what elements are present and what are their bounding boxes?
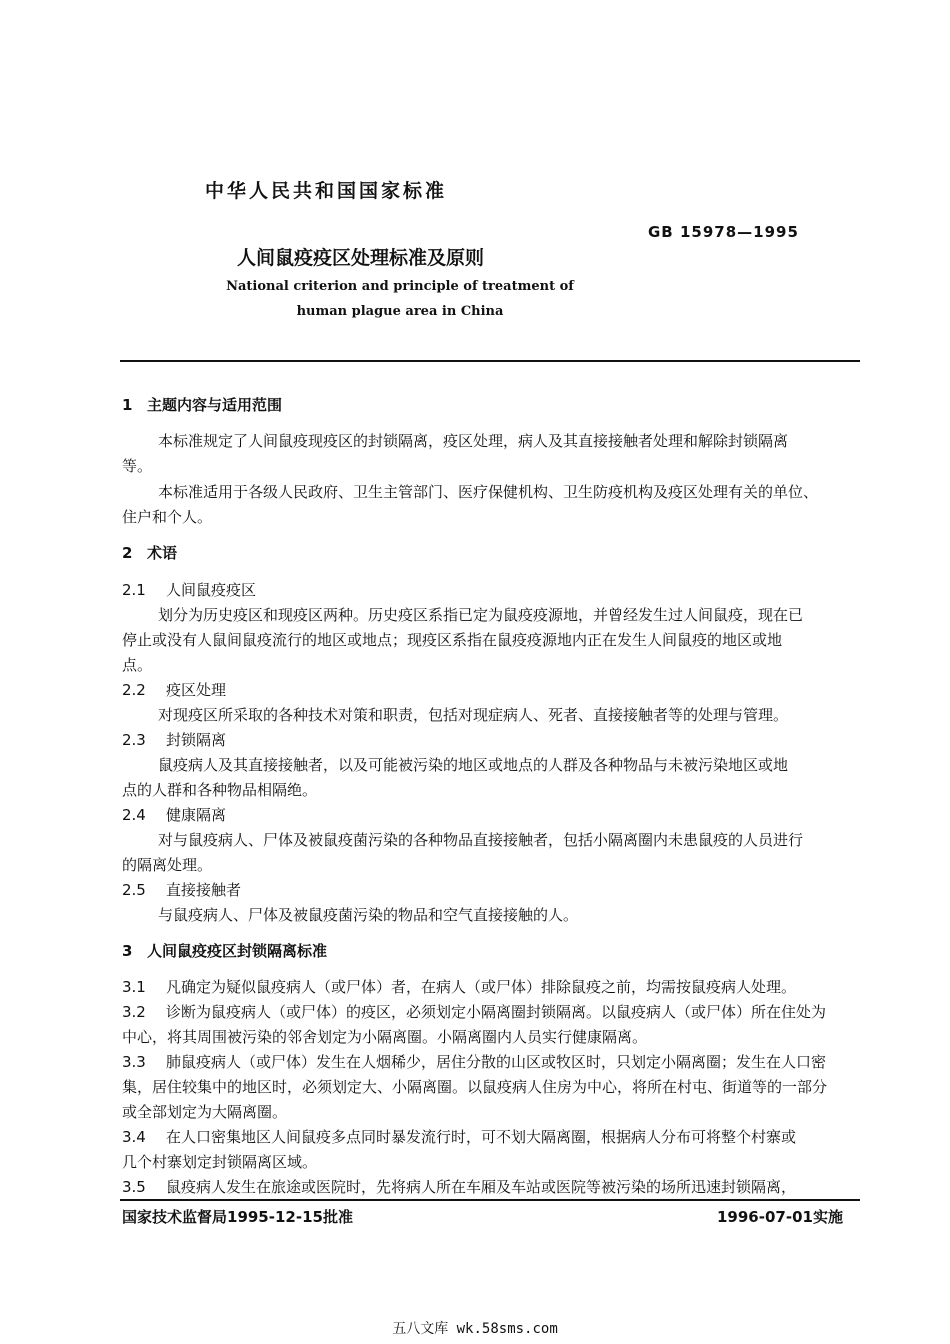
header-divider [120, 360, 860, 362]
paragraph-line: 本标准适用于各级人民政府、卫生主管部门、医疗保健机构、卫生防疫机构及疫区处理有关的单位、 [158, 483, 819, 501]
effective-date: 1996-07-01实施 [717, 1208, 843, 1226]
clause-2-2-heading: 2.2 疫区处理 [122, 681, 227, 699]
paragraph-line: 等。 [122, 457, 153, 475]
paragraph-line: 本标准规定了人间鼠疫现疫区的封锁隔离，疫区处理，病人及其直接接触者处理和解除封锁隔离 [158, 432, 789, 450]
paragraph-line: 对现疫区所采取的各种技术对策和职责，包括对现症病人、死者、直接接触者等的处理与管理。 [158, 706, 789, 724]
paragraph-line: 对与鼠疫病人、尸体及被鼠疫菌污染的各种物品直接接触者，包括小隔离圈内未患鼠疫的人员进行 [158, 831, 804, 849]
document-title-cn: 人间鼠疫疫区处理标准及原则 [237, 247, 485, 269]
paragraph-line: 或全部划定为大隔离圈。 [122, 1103, 288, 1121]
document-title-en-line1: National criterion and principle of treatment of [226, 279, 574, 294]
approval-date: 国家技术监督局1995-12-15批准 [122, 1208, 353, 1226]
paragraph-line: 停止或没有人鼠间鼠疫流行的地区或地点；现疫区系指在鼠疫疫源地内正在发生人间鼠疫的地区或地 [122, 631, 783, 649]
paragraph-line: 鼠疫病人及其直接接触者，以及可能被污染的地区或地点的人群及各种物品与未被污染地区或地 [158, 756, 789, 774]
clause-3-2: 3.2 诊断为鼠疫病人（或尸体）的疫区，必须划定小隔离圈封锁隔离。以鼠疫病人（或尸体）所在住处为 [122, 1003, 827, 1021]
paragraph-line: 中心，将其周围被污染的邻舍划定为小隔离圈。小隔离圈内人员实行健康隔离。 [122, 1028, 648, 1046]
paragraph-line: 住户和个人。 [122, 508, 213, 526]
clause-3-5: 3.5 鼠疫病人发生在旅途或医院时，先将病人所在车厢及车站或医院等被污染的场所迅速封锁隔离， [122, 1178, 797, 1196]
standard-code: GB 15978—1995 [648, 223, 799, 241]
footer-divider [120, 1199, 860, 1201]
paragraph-line: 划分为历史疫区和现疫区两种。历史疫区系指已定为鼠疫疫源地，并曾经发生过人间鼠疫，现在已 [158, 606, 804, 624]
clause-2-5-heading: 2.5 直接接触者 [122, 881, 242, 899]
national-standard-heading: 中华人民共和国国家标准 [205, 180, 448, 202]
paragraph-line: 集，居住较集中的地区时，必须划定大、小隔离圈。以鼠疫病人住房为中心，将所在村屯、街道等的一部分 [122, 1078, 828, 1096]
site-watermark: 五八文库 wk.58sms.com [392, 1321, 558, 1337]
clause-2-4-heading: 2.4 健康隔离 [122, 806, 227, 824]
section-1-heading: 1 主题内容与适用范围 [122, 396, 283, 414]
clause-3-4: 3.4 在人口密集地区人间鼠疫多点同时暴发流行时，可不划大隔离圈，根据病人分布可将整个村寨或 [122, 1128, 797, 1146]
paragraph-line: 与鼠疫病人、尸体及被鼠疫菌污染的物品和空气直接接触的人。 [158, 906, 579, 924]
paragraph-line: 点的人群和各种物品相隔绝。 [122, 781, 318, 799]
paragraph-line: 的隔离处理。 [122, 856, 213, 874]
paragraph-line: 点。 [122, 656, 153, 674]
clause-3-1: 3.1 凡确定为疑似鼠疫病人（或尸体）者，在病人（或尸体）排除鼠疫之前，均需按鼠疫病人处理。 [122, 978, 797, 996]
clause-2-1-heading: 2.1 人间鼠疫疫区 [122, 581, 257, 599]
clause-2-3-heading: 2.3 封锁隔离 [122, 731, 227, 749]
paragraph-line: 几个村寨划定封锁隔离区域。 [122, 1153, 318, 1171]
section-3-heading: 3 人间鼠疫疫区封锁隔离标准 [122, 942, 328, 960]
document-title-en-line2: human plague area in China [296, 304, 504, 319]
clause-3-3: 3.3 肺鼠疫病人（或尸体）发生在人烟稀少，居住分散的山区或牧区时，只划定小隔离圈；发生在人口密 [122, 1053, 827, 1071]
section-2-heading: 2 术语 [122, 544, 178, 562]
